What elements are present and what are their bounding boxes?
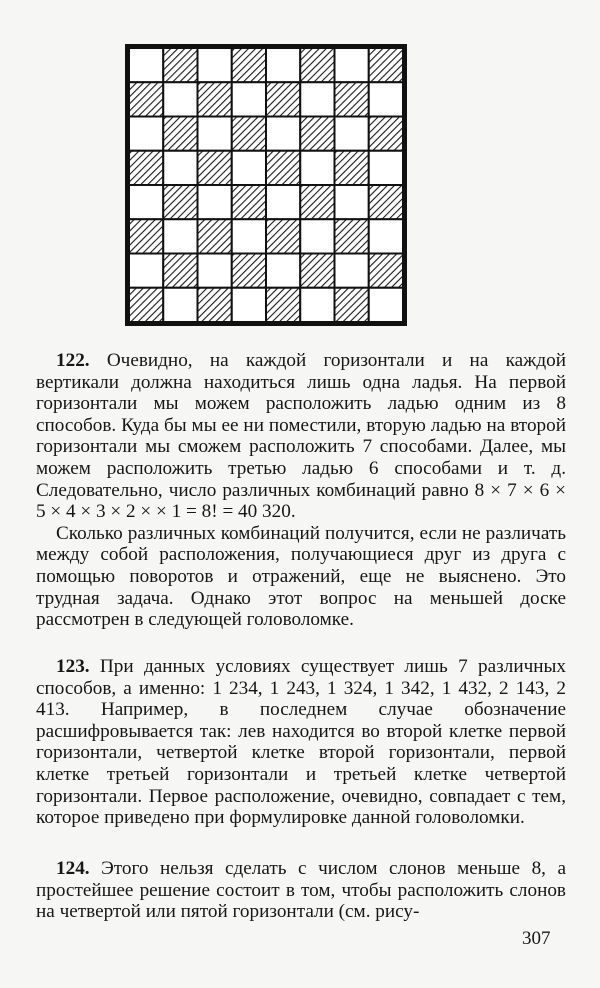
light-cell xyxy=(198,48,232,82)
light-cell xyxy=(129,117,163,151)
hatched-cell xyxy=(232,254,266,288)
hatched-cell xyxy=(300,117,334,151)
light-cell xyxy=(335,254,369,288)
solution-123-paragraph-1 xyxy=(36,656,566,829)
hatched-cell xyxy=(369,254,403,288)
light-cell xyxy=(163,82,197,116)
light-cell xyxy=(198,254,232,288)
light-cell xyxy=(163,288,197,322)
light-cell xyxy=(335,185,369,219)
hatched-cell xyxy=(300,254,334,288)
light-cell xyxy=(129,254,163,288)
light-cell xyxy=(300,82,334,116)
light-cell xyxy=(266,254,300,288)
light-cell xyxy=(369,219,403,253)
chessboard-svg xyxy=(125,44,407,326)
solution-text: Этого нельзя сделать с числом слонов меньше 8, а простейшее решение состоит в том, чтобы расположить слонов на четвертой или пятой горизонтали (см. рису- xyxy=(36,858,567,923)
hatched-cell xyxy=(198,82,232,116)
solution-number: 122. xyxy=(56,350,90,371)
light-cell xyxy=(163,151,197,185)
hatched-cell xyxy=(266,219,300,253)
solution-122-paragraph-2: Сколько различных комбинаций получится, если не различать между собой расположения, получающиеся друг из друга с помощью поворотов и отражений, еще не выяснено. Это трудная задача. Однако этот вопрос на меньшей доске рассмотрен в следующей головоломке. xyxy=(36,522,566,631)
hatched-cell xyxy=(129,82,163,116)
hatched-cell xyxy=(232,185,266,219)
light-cell xyxy=(232,219,266,253)
light-cell xyxy=(369,82,403,116)
solution-123 xyxy=(36,656,566,829)
hatched-cell xyxy=(300,185,334,219)
page-number: 307 xyxy=(522,928,551,949)
solution-124-paragraph-1 xyxy=(36,858,566,923)
hatched-cell xyxy=(232,48,266,82)
hatched-cell xyxy=(335,288,369,322)
light-cell xyxy=(163,219,197,253)
hatched-cell xyxy=(198,151,232,185)
hatched-cell xyxy=(163,254,197,288)
light-cell xyxy=(198,117,232,151)
light-cell xyxy=(369,288,403,322)
hatched-cell xyxy=(129,288,163,322)
hatched-cell xyxy=(266,151,300,185)
hatched-cell xyxy=(163,117,197,151)
light-cell xyxy=(266,117,300,151)
hatched-cell xyxy=(266,82,300,116)
light-cell xyxy=(129,48,163,82)
solution-text: При данных условиях существует лишь 7 различных способов, а именно: 1 234, 1 243, 1 324, 1 342, 1 432, 2 143, 2 413. Например, в последнем случае обозначение расшифровывается так: лев находится во второй клетке первой горизонтали, четвертой клетке второй горизонтали, первой клетке третьей горизонтали и третьей клетке четвертой горизонтали. Первое расположение, очевидно, совпадает с тем, которое приведено при формулировке данной головоломки. xyxy=(36,656,566,829)
light-cell xyxy=(300,151,334,185)
light-cell xyxy=(335,117,369,151)
hatched-cell xyxy=(335,82,369,116)
light-cell xyxy=(232,288,266,322)
hatched-cell xyxy=(129,219,163,253)
light-cell xyxy=(369,151,403,185)
solution-124 xyxy=(36,858,566,923)
light-cell xyxy=(198,185,232,219)
hatched-cell xyxy=(129,151,163,185)
hatched-cell xyxy=(163,48,197,82)
solution-122 xyxy=(36,350,566,631)
hatched-cell xyxy=(163,185,197,219)
hatched-cell xyxy=(369,117,403,151)
light-cell xyxy=(335,48,369,82)
light-cell xyxy=(300,219,334,253)
solution-122-paragraph-1 xyxy=(36,350,566,523)
light-cell xyxy=(232,151,266,185)
hatched-cell xyxy=(369,48,403,82)
hatched-cell xyxy=(198,288,232,322)
hatched-cell xyxy=(335,151,369,185)
solution-text: Очевидно, на каждой горизонтали и на каждой вертикали должна находиться лишь одна ладья. На первой горизонтали мы можем расположить ладью одним из 8 способов. Куда бы мы ее ни поместили, вторую ладью на второй горизонтали мы сможем расположить 7 способами. Далее, мы можем расположить третью ладью 6 способами и т. д. Следовательно, число различных комбинаций равно 8 × 7 × 6 × 5 × 4 × 3 × 2 × × 1 = 8! = 40 320. xyxy=(36,350,566,523)
light-cell xyxy=(266,185,300,219)
hatched-cell xyxy=(335,219,369,253)
hatched-cell xyxy=(369,185,403,219)
light-cell xyxy=(232,82,266,116)
light-cell xyxy=(129,185,163,219)
light-cell xyxy=(300,288,334,322)
hatched-cell xyxy=(198,219,232,253)
light-cell xyxy=(266,48,300,82)
chessboard-figure xyxy=(125,44,407,326)
hatched-cell xyxy=(300,48,334,82)
solution-number: 123. xyxy=(56,656,90,677)
solution-number: 124. xyxy=(56,858,90,879)
hatched-cell xyxy=(232,117,266,151)
hatched-cell xyxy=(266,288,300,322)
